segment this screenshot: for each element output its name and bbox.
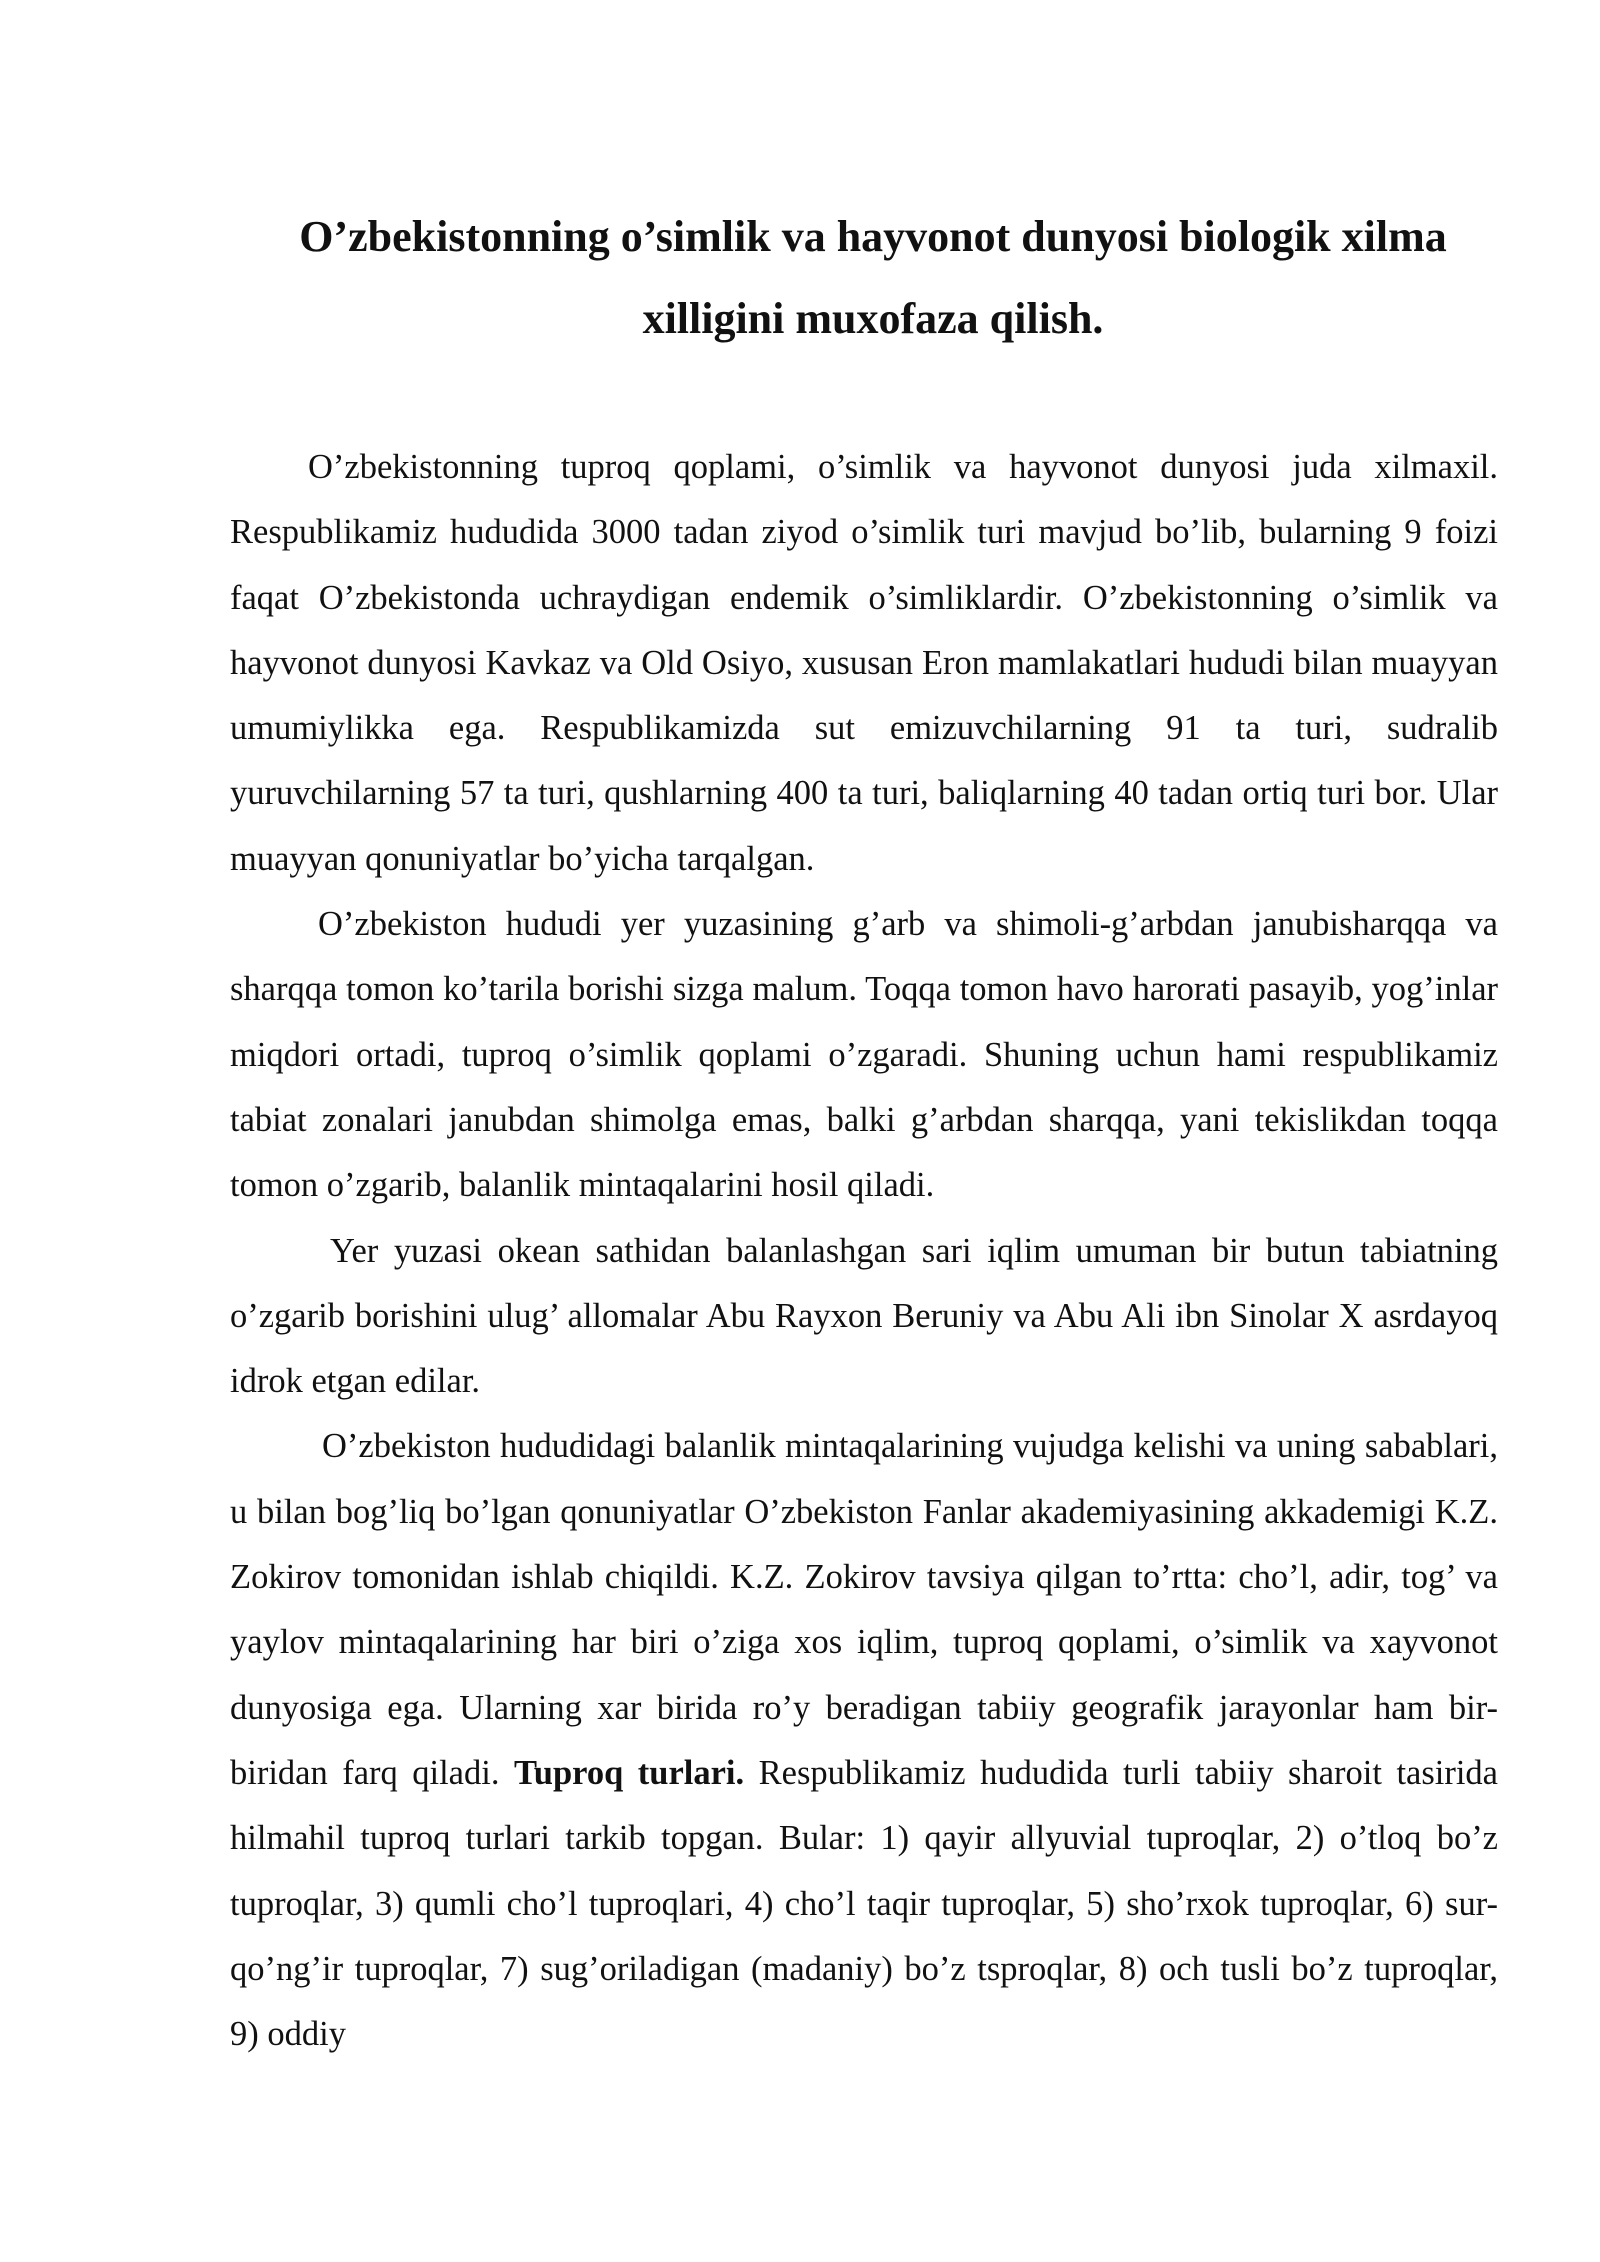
paragraph-3: Yer yuzasi okean sathidan balanlashgan sari iqlim umuman bir butun tabiatning o’zgarib borishini ulug’ allomalar Abu Rayxon Beruniy va Abu Ali ibn Sinolar X asrdayoq idrok etgan edilar. (230, 1231, 1498, 1401)
document-title: O’zbekistonning o’simlik va hayvonot dunyosi biologik xilma xilligini muxofaza qilish. (299, 212, 1447, 343)
paragraph-2: O’zbekiston hududi yer yuzasining g’arb va shimoli-g’arbdan janubisharqqa va sharqqa tomon ko’tarila borishi sizga malum. Toqqa tomon havo harorati pasayib, yog’inlar miqdori ortadi, tuproq o’simlik qoplami o’zgaradi. Shuning uchun hami respublikamiz tabiat zonalari janubdan shimolga emas, balki g’arbdan sharqqa, yani tekislikdan toqqa tomon o’zgarib, balanlik mintaqalarini hosil qiladi. (230, 905, 1498, 1205)
document-body (230, 435, 1498, 2067)
document-page (230, 196, 1498, 2067)
soil-types-heading: Tuproq turlari. (513, 1753, 745, 1792)
paragraph-4-text-before: O’zbekiston hududidagi balanlik mintaqalarining vujudga kelishi va uning sabablari, u bilan bog’liq bo’lgan qonuniyatlar O’zbekiston Fanlar akademiyasining akkademigi K.Z. Zokirov tomonidan ishlab chiqildi. K.Z. Zokirov tavsiya qilgan to’rtta: cho’l, adir, tog’ va yaylov mintaqalarining har biri o’ziga xos iqlim, tuproq qoplami, o’simlik va xayvonot dunyosiga ega. Ularning xar birida ro’y beradigan tabiiy geografik jarayonlar ham bir-biridan farq qiladi. (230, 1427, 1498, 1792)
paragraph-1: O’zbekistonning tuproq qoplami, o’simlik va hayvonot dunyosi juda xilmaxil. Respublikamiz hududida 3000 tadan ziyod o’simlik turi mavjud bo’lib, bularning 9 foizi faqat O’zbekistonda uchraydigan endemik o’simliklardir. O’zbekistonning o’simlik va hayvonot dunyosi Kavkaz va Old Osiyo, xususan Eron mamlakatlari hududi bilan muayyan umumiylikka ega. Respublikamizda sut emizuvchilarning 91 ta turi, sudralib yuruvchilarning 57 ta turi, qushlarning 400 ta turi, baliqlarning 40 tadan ortiq turi bor. Ular muayyan qonuniyatlar bo’yicha tarqalgan. (230, 448, 1498, 878)
paragraph-4-text-after: Respublikamiz hududida turli tabiiy sharoit tasirida hilmahil tuproq turlari tarkib topgan. Bular: 1) qayir allyuvial tuproqlar, 2) o’tloq bo’z tuproqlar, 3) qumli cho’l tuproqlari, 4) cho’l taqir tuproqlar, 5) sho’rxok tuproqlar, 6) sur-qo’ng’ir tuproqlar, 7) sug’oriladigan (madaniy) bo’z tsproqlar, 8) och tusli bo’z tuproqlar, 9) oddiy (230, 1753, 1498, 2054)
paragraph-4 (230, 1414, 1498, 2067)
